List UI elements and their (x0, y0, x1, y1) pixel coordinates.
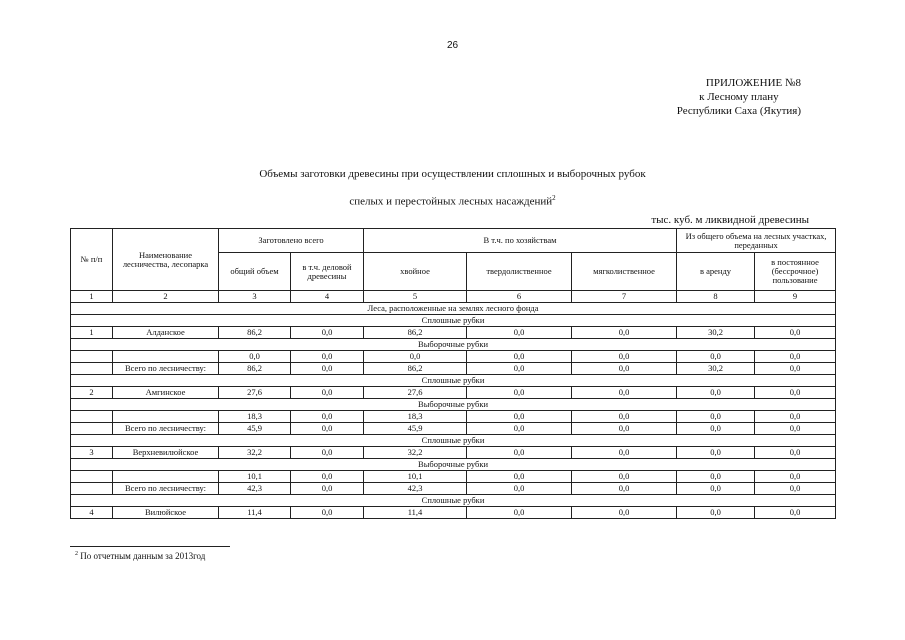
table-cell (71, 351, 113, 363)
forestry-name-cell (113, 411, 219, 423)
table-cell: 0,0 (755, 351, 836, 363)
table-cell: 42,3 (219, 483, 291, 495)
table-row (71, 411, 836, 423)
section-title: Леса, расположенные на землях лесного фонда (71, 303, 836, 315)
table-row (71, 471, 836, 483)
table-cell: 32,2 (364, 447, 467, 459)
table-cell: 0,0 (755, 363, 836, 375)
table-cell: 10,1 (219, 471, 291, 483)
forestry-name-cell: Верхневилюйское (113, 447, 219, 459)
header-softwood: мягколиственное (572, 253, 677, 291)
header-name: Наименование лесничества, лесопарка (113, 229, 219, 291)
table-cell: 32,2 (219, 447, 291, 459)
subsection-row (71, 459, 836, 471)
table-cell: 0,0 (572, 471, 677, 483)
table-cell: 11,4 (219, 507, 291, 519)
forestry-name-cell: Алданское (113, 327, 219, 339)
table-cell: 0,0 (755, 471, 836, 483)
table-cell: 0,0 (467, 447, 572, 459)
forestry-name-cell: Всего по лесничеству: (113, 363, 219, 375)
table-cell: 0,0 (677, 423, 755, 435)
col-number: 1 (71, 291, 113, 303)
subsection-title: Сплошные рубки (71, 435, 836, 447)
table-cell: 30,2 (677, 327, 755, 339)
col-number: 3 (219, 291, 291, 303)
table-cell: 0,0 (677, 483, 755, 495)
page-number: 26 (446, 40, 459, 51)
header-leased-group: Из общего объема на лесных участках, переданных (677, 229, 836, 253)
header-num: № п/п (71, 229, 113, 291)
table-cell: 0,0 (291, 471, 364, 483)
table-row (71, 351, 836, 363)
table-row (71, 363, 836, 375)
header-by-farm: В т.ч. по хозяйствам (364, 229, 677, 253)
table-cell: 0,0 (755, 327, 836, 339)
table-cell: 1 (71, 327, 113, 339)
table-cell: 0,0 (219, 351, 291, 363)
table-cell: 0,0 (572, 327, 677, 339)
table-cell: 0,0 (572, 387, 677, 399)
table-row (71, 507, 836, 519)
table-cell: 0,0 (291, 411, 364, 423)
table-cell: 86,2 (364, 363, 467, 375)
table-cell: 0,0 (572, 363, 677, 375)
table-cell: 0,0 (677, 507, 755, 519)
table-row (71, 447, 836, 459)
table-cell: 0,0 (755, 387, 836, 399)
document-title-line2 (0, 194, 905, 208)
table-cell: 0,0 (467, 387, 572, 399)
table-cell: 45,9 (364, 423, 467, 435)
table-cell: 0,0 (677, 351, 755, 363)
appendix-subtitle: к Лесному плану (699, 91, 779, 103)
forestry-name-cell (113, 471, 219, 483)
subsection-title: Выборочные рубки (71, 399, 836, 411)
subsection-title: Сплошные рубки (71, 315, 836, 327)
table-cell: 0,0 (467, 351, 572, 363)
col-number: 2 (113, 291, 219, 303)
table-cell: 0,0 (291, 483, 364, 495)
appendix-region: Республики Саха (Якутия) (676, 105, 801, 117)
subsection-row (71, 315, 836, 327)
table-cell: 0,0 (677, 447, 755, 459)
table-cell: 86,2 (219, 327, 291, 339)
col-number: 8 (677, 291, 755, 303)
table-cell (71, 471, 113, 483)
appendix-title: ПРИЛОЖЕНИЕ №8 (705, 77, 801, 89)
col-number: 6 (467, 291, 572, 303)
table-cell: 0,0 (291, 387, 364, 399)
table-cell: 0,0 (467, 411, 572, 423)
document-title-text: спелых и перестойных лесных насаждений (349, 195, 553, 208)
header-coniferous: хвойное (364, 253, 467, 291)
table-row (71, 327, 836, 339)
header-total-volume: общий объем (219, 253, 291, 291)
footnote-divider (70, 546, 230, 547)
table-cell: 0,0 (291, 447, 364, 459)
table-cell: 86,2 (364, 327, 467, 339)
forestry-name-cell: Вилюйское (113, 507, 219, 519)
table-cell: 18,3 (219, 411, 291, 423)
table-cell: 0,0 (677, 411, 755, 423)
table-cell: 0,0 (755, 507, 836, 519)
table-cell: 0,0 (291, 351, 364, 363)
table-cell: 0,0 (467, 471, 572, 483)
table-cell: 86,2 (219, 363, 291, 375)
forestry-name-cell: Всего по лесничеству: (113, 423, 219, 435)
table-cell: 0,0 (467, 483, 572, 495)
header-harvested-total: Заготовлено всего (219, 229, 364, 253)
table-cell: 11,4 (364, 507, 467, 519)
table-cell: 45,9 (219, 423, 291, 435)
table-cell: 27,6 (219, 387, 291, 399)
table-cell: 0,0 (572, 507, 677, 519)
footnote-mark: 2 (75, 551, 78, 557)
forestry-name-cell (113, 351, 219, 363)
table-cell: 0,0 (755, 411, 836, 423)
subsection-row (71, 495, 836, 507)
subsection-title: Сплошные рубки (71, 375, 836, 387)
table-cell: 30,2 (677, 363, 755, 375)
table-cell: 0,0 (755, 447, 836, 459)
table-cell: 0,0 (467, 363, 572, 375)
harvest-table (70, 228, 836, 519)
table-cell: 4 (71, 507, 113, 519)
table-cell (71, 423, 113, 435)
subsection-row (71, 435, 836, 447)
table-cell: 0,0 (677, 387, 755, 399)
table-cell (71, 483, 113, 495)
table-cell: 3 (71, 447, 113, 459)
document-title: Объемы заготовки древесины при осуществлении сплошных и выборочных рубок (259, 168, 646, 180)
table-cell: 0,0 (755, 423, 836, 435)
table-cell (71, 363, 113, 375)
header-permanent: в постоянное (бессрочное) пользование (755, 253, 836, 291)
col-number: 5 (364, 291, 467, 303)
header-incl-business: в т.ч. деловой древесины (291, 253, 364, 291)
table-cell: 42,3 (364, 483, 467, 495)
table-cell: 0,0 (291, 363, 364, 375)
table-cell: 0,0 (467, 507, 572, 519)
col-number: 9 (755, 291, 836, 303)
table-cell: 2 (71, 387, 113, 399)
table-cell: 0,0 (572, 423, 677, 435)
footnote (75, 551, 205, 561)
appendix-block (677, 76, 801, 118)
table-row (71, 483, 836, 495)
subsection-row (71, 339, 836, 351)
table-row (71, 423, 836, 435)
table-cell: 0,0 (291, 327, 364, 339)
table-cell: 0,0 (677, 471, 755, 483)
forestry-name-cell: Всего по лесничеству: (113, 483, 219, 495)
header-lease: в аренду (677, 253, 755, 291)
table-cell: 10,1 (364, 471, 467, 483)
table-row (71, 387, 836, 399)
subsection-title: Сплошные рубки (71, 495, 836, 507)
table-cell (71, 411, 113, 423)
table-cell: 0,0 (467, 423, 572, 435)
table-cell: 0,0 (291, 423, 364, 435)
subsection-title: Выборочные рубки (71, 339, 836, 351)
table-cell: 0,0 (291, 507, 364, 519)
subsection-row (71, 375, 836, 387)
header-hardwood: твердолиственное (467, 253, 572, 291)
table-cell: 0,0 (572, 351, 677, 363)
table-cell: 0,0 (467, 327, 572, 339)
col-number: 7 (572, 291, 677, 303)
forestry-name-cell: Амгинское (113, 387, 219, 399)
column-number-row (71, 291, 836, 303)
footnote-ref: 2 (552, 194, 556, 202)
units-label: тыс. куб. м ликвидной древесины (651, 214, 809, 226)
subsection-title: Выборочные рубки (71, 459, 836, 471)
table-cell: 0,0 (572, 411, 677, 423)
table-cell: 27,6 (364, 387, 467, 399)
subsection-row (71, 399, 836, 411)
table-cell: 0,0 (364, 351, 467, 363)
table-cell: 0,0 (572, 483, 677, 495)
footnote-text: По отчетным данным за 2013год (80, 551, 206, 561)
table-cell: 0,0 (572, 447, 677, 459)
table-cell: 18,3 (364, 411, 467, 423)
table-cell: 0,0 (755, 483, 836, 495)
col-number: 4 (291, 291, 364, 303)
